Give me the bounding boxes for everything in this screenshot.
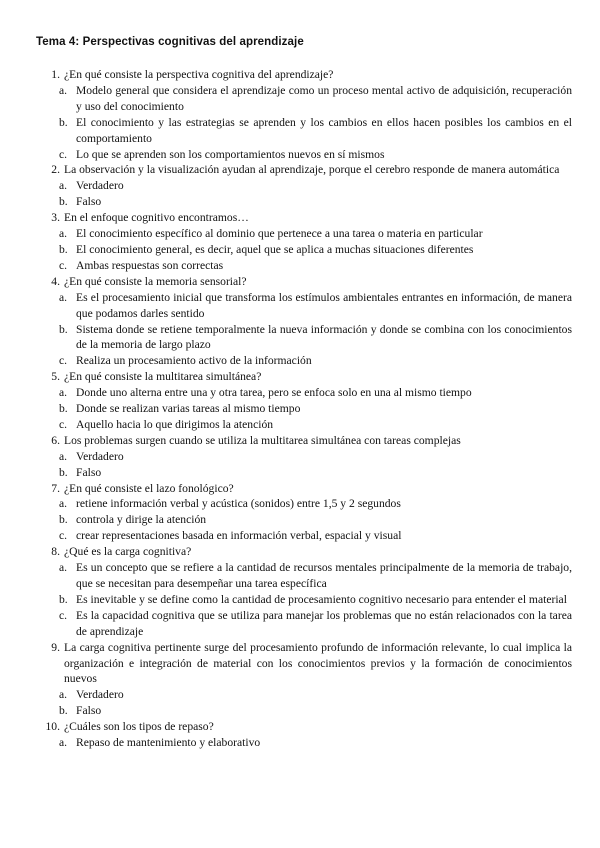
answer-options	[40, 496, 572, 544]
question-text: ¿En qué consiste la multitarea simultánea?	[64, 370, 262, 384]
option-letter: c.	[59, 417, 68, 431]
answer-option	[40, 83, 572, 115]
question-item	[40, 433, 572, 449]
option-letter: a.	[59, 227, 68, 241]
option-text: Repaso de mantenimiento y elaborativo	[76, 736, 261, 750]
answer-option	[40, 735, 572, 751]
option-text: retiene información verbal y acústica (sonidos) entre 1,5 y 2 segundos	[76, 497, 401, 511]
option-text: El conocimiento específico al dominio que pertenece a una tarea o materia en particular	[76, 227, 483, 241]
answer-option	[40, 703, 572, 719]
question-number: 7.	[51, 481, 60, 495]
option-letter: c.	[59, 608, 68, 622]
option-text: Modelo general que considera el aprendizaje como un proceso mental activo de adquisición, recuperación y uso del conocimiento	[76, 83, 572, 113]
answer-options	[40, 560, 572, 640]
answer-option	[40, 194, 572, 210]
option-letter: a.	[59, 688, 68, 702]
question-number: 1.	[51, 68, 60, 81]
option-text: El conocimiento general, es decir, aquel que se aplica a muchas situaciones diferentes	[76, 242, 474, 256]
option-text: controla y dirige la atención	[76, 513, 207, 527]
question-item	[40, 640, 572, 688]
question-item	[40, 274, 572, 290]
option-letter: b.	[59, 195, 68, 209]
question-number: 9.	[51, 640, 60, 654]
question-text: En el enfoque cognitivo encontramos…	[64, 211, 249, 225]
answer-option	[40, 178, 572, 194]
option-text: Es el procesamiento inicial que transforma los estímulos ambientales entrantes en información, de manera que podamos darles sentido	[76, 290, 572, 320]
question-text: ¿En qué consiste la memoria sensorial?	[64, 274, 247, 288]
option-text: Donde uno alterna entre una y otra tarea, pero se enfoca solo en una al mismo tiempo	[76, 386, 472, 400]
question-number: 5.	[51, 370, 60, 384]
answer-options	[40, 385, 572, 433]
option-text: Donde se realizan varias tareas al mismo tiempo	[76, 402, 301, 416]
answer-options	[40, 290, 572, 370]
option-letter: c.	[59, 529, 68, 543]
option-letter: b.	[59, 465, 68, 479]
option-text: Sistema donde se retiene temporalmente la nueva información y donde se combina con los conocimientos de la memoria de largo plazo	[76, 322, 572, 352]
option-text: El conocimiento y las estrategias se aprenden y los cambios en ellos hacen posibles los cambios en el comportamiento	[76, 115, 572, 145]
question-text: ¿Qué es la carga cognitiva?	[64, 545, 192, 559]
option-letter: c.	[59, 354, 68, 368]
question-list	[40, 67, 572, 751]
question-item	[40, 67, 572, 83]
answer-option	[40, 385, 572, 401]
option-text: Verdadero	[76, 179, 124, 193]
question-number: 8.	[51, 545, 60, 559]
answer-option	[40, 226, 572, 242]
document-title: Tema 4: Perspectivas cognitivas del aprendizaje	[36, 36, 304, 48]
answer-options	[40, 83, 572, 163]
option-text: Ambas respuestas son correctas	[76, 258, 224, 272]
answer-option	[40, 496, 572, 512]
answer-options	[40, 687, 572, 719]
option-letter: a.	[59, 290, 68, 304]
option-letter: b.	[59, 402, 68, 416]
answer-option	[40, 353, 572, 369]
answer-option	[40, 687, 572, 703]
answer-option	[40, 401, 572, 417]
answer-option	[40, 465, 572, 481]
option-letter: a.	[59, 449, 68, 463]
answer-option	[40, 258, 572, 274]
answer-options	[40, 449, 572, 481]
option-text: Verdadero	[76, 449, 124, 463]
option-letter: b.	[59, 704, 68, 718]
option-text: Es un concepto que se refiere a la cantidad de recursos mentales principalmente de la memoria de trabajo, que se necesitan para desempeñar una tarea específica	[76, 561, 572, 590]
option-letter: a.	[59, 736, 68, 750]
question-text: La observación y la visualización ayudan al aprendizaje, porque el cerebro responde de manera automática	[64, 163, 560, 177]
option-text: Falso	[76, 704, 102, 718]
answer-options	[40, 735, 572, 751]
answer-option	[40, 242, 572, 258]
question-text: ¿En qué consiste el lazo fonológico?	[64, 481, 234, 495]
question-text: La carga cognitiva pertinente surge del procesamiento profundo de información relevante, lo cual implica la organización e integración de material con los conocimientos previos y la formación de conocimientos nuevos	[64, 640, 572, 686]
question-item	[40, 369, 572, 385]
option-letter: a.	[59, 179, 68, 193]
answer-option	[40, 608, 572, 640]
answer-options	[40, 226, 572, 274]
answer-option	[40, 290, 572, 322]
question-number: 2.	[51, 163, 60, 177]
answer-option	[40, 322, 572, 354]
answer-option	[40, 560, 572, 592]
question-text: ¿Cuáles son los tipos de repaso?	[64, 720, 214, 734]
question-number: 10.	[45, 720, 60, 734]
option-letter: b.	[59, 592, 68, 606]
option-text: Realiza un procesamiento activo de la información	[76, 354, 312, 368]
option-letter: b.	[59, 115, 68, 129]
option-letter: b.	[59, 322, 68, 336]
question-item	[40, 481, 572, 497]
answer-options	[40, 178, 572, 210]
question-number: 3.	[51, 211, 60, 225]
option-letter: a.	[59, 497, 68, 511]
option-letter: a.	[59, 83, 68, 97]
answer-option	[40, 592, 572, 608]
option-letter: b.	[59, 513, 68, 527]
question-item	[40, 719, 572, 735]
answer-option	[40, 147, 572, 163]
answer-option	[40, 512, 572, 528]
option-text: Es la capacidad cognitiva que se utiliza para manejar los problemas que no están relacionados con la tarea de aprendizaje	[76, 608, 572, 638]
option-text: crear representaciones basada en información verbal, espacial y visual	[76, 529, 402, 543]
question-item	[40, 210, 572, 226]
option-letter: c.	[59, 147, 68, 161]
question-item	[40, 162, 572, 178]
option-letter: b.	[59, 242, 68, 256]
answer-option	[40, 449, 572, 465]
option-text: Verdadero	[76, 688, 124, 702]
option-letter: a.	[59, 386, 68, 400]
option-text: Falso	[76, 465, 102, 479]
option-text: Lo que se aprenden son los comportamientos nuevos en sí mismos	[76, 147, 385, 161]
answer-option	[40, 115, 572, 147]
question-text: Los problemas surgen cuando se utiliza la multitarea simultánea con tareas complejas	[64, 433, 461, 447]
answer-option	[40, 417, 572, 433]
answer-option	[40, 528, 572, 544]
question-number: 4.	[51, 274, 60, 288]
question-number: 6.	[51, 433, 60, 447]
question-item	[40, 544, 572, 560]
option-letter: a.	[59, 561, 68, 575]
option-text: Falso	[76, 195, 102, 209]
option-text: Aquello hacia lo que dirigimos la atención	[76, 417, 274, 431]
question-text: ¿En qué consiste la perspectiva cognitiva del aprendizaje?	[64, 68, 334, 81]
option-letter: c.	[59, 258, 68, 272]
option-text: Es inevitable y se define como la cantidad de procesamiento cognitivo necesario para entender el material	[76, 592, 567, 606]
